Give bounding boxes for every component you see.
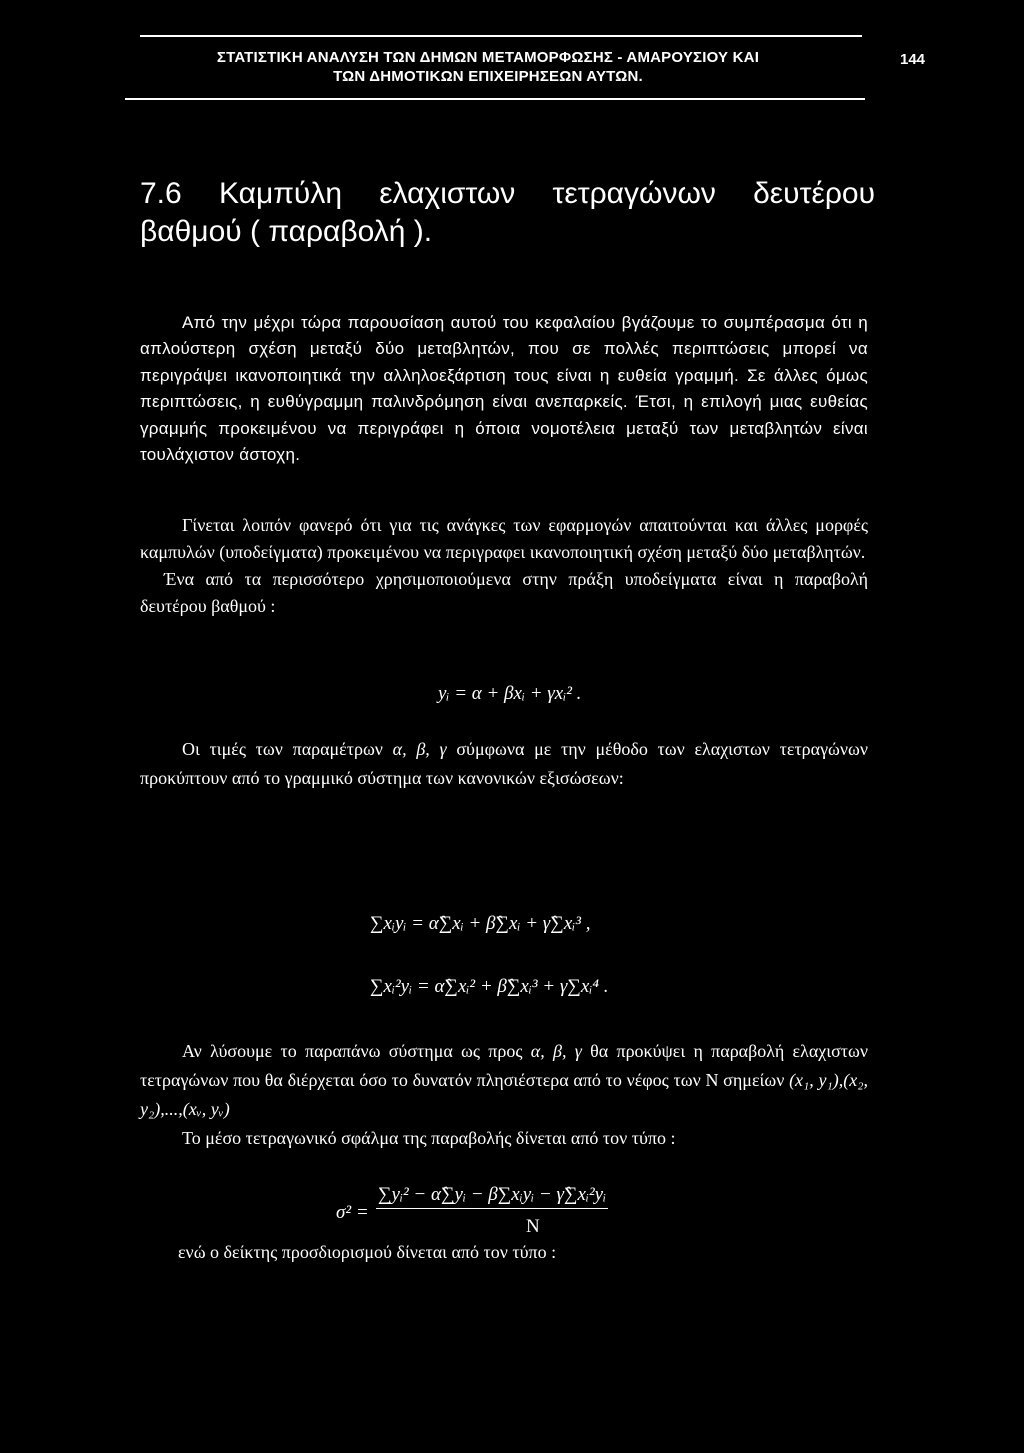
page-number: 144: [900, 51, 926, 68]
section-heading-line1: [140, 175, 875, 213]
section-title-word: τετραγώνων: [552, 177, 716, 210]
paragraph-text: Αν λύσουμε το παραπάνω σύστημα ως προς: [182, 1041, 523, 1061]
section-title-word: ελαχιστων: [379, 177, 516, 210]
paragraph-applications: [140, 512, 868, 620]
paragraph-determination: ενώ ο δείκτης προσδιορισμού δίνεται από τον τύπο :: [178, 1242, 557, 1262]
mse-denominator: N: [526, 1216, 540, 1237]
paragraph-text: Γίνεται λοιπόν φανερό ότι για τις ανάγκες των εφαρμογών απαιτούνται και άλλες μορφές καμπυλών (υποδείγματα) προκειμένου να περιγραφει ικανοποιητική σχέση μεταξύ δύο μεταβλητών.: [140, 515, 868, 562]
paragraph-text: σύμφωνα με την μέθοδο των ελαχιστων τετραγώνων προκύπτουν από το γραμμικό σύστημα των κανονικών εξισώσεων:: [140, 739, 869, 788]
mse-numerator: ∑yᵢ² − α̂∑yᵢ − β∑xᵢyᵢ − γ̂∑xᵢ²yᵢ: [376, 1184, 608, 1209]
paragraph-solution: [140, 1037, 868, 1153]
paragraph-text: Οι τιμές των παραμέτρων: [182, 739, 383, 759]
section-number: 7.6: [140, 177, 182, 210]
normal-equation-2: ∑xᵢ²yᵢ = α̂∑xᵢ² + β̂∑xᵢ³ + γ∑xᵢ⁴ .: [370, 976, 609, 997]
running-header: [118, 48, 858, 86]
header-top-rule: [140, 35, 862, 37]
paragraph-text: Από την μέχρι τώρα παρουσίαση αυτού του κεφαλαίου βγάζουμε το συμπέρασμα ότι η απλούστερη σχέση μεταξύ δύο μεταβλητών, που σε πολλές περιπτώσεις μπορεί να περιγράψει ικανοποιητικά την αλληλοεξάρτιση τους είναι η ευθεία γραμμή. Σε άλλες όμως περιπτώσεις, η ευθύγραμμη παλινδρόμηση είναι ανεπαρκείς. Έτσι, η επιλογή μιας ευθείας γραμμής προκειμένου να περιγράφει η όποια νομοτέλεια μεταξύ των μεταβλητών είναι τουλάχιστον άστοχη.: [140, 313, 868, 465]
paragraph-text: Ένα από τα περισσότερο χρησιμοποιούμενα στην πράξη υποδείγματα είναι η παραβολή δευτέρου βαθμού :: [140, 569, 868, 616]
section-heading-line2: βαθμού ( παραβολή ).: [140, 215, 433, 248]
paragraph-text: θα προκύψει η παραβολή ελαχιστων τετραγώνων που θα διέρχεται όσο το δυνατόν πλησιέστερα από το νέφος των N σημείων: [140, 1041, 869, 1090]
parameters-label: α, β, γ: [530, 1041, 582, 1061]
running-header-line1: ΣΤΑΤΙΣΤΙΚΗ ΑΝΑΛΥΣΗ ΤΩΝ ΔΗΜΩΝ ΜΕΤΑΜΟΡΦΩΣΗΣ - ΑΜΑΡΟΥΣΙΟΥ ΚΑΙ: [216, 49, 760, 66]
model-formula: yᵢ = α + βxᵢ + γxᵢ² .: [438, 683, 582, 704]
mse-lhs: σ² =: [336, 1202, 369, 1223]
paragraph-text: Το μέσο τετραγωνικό σφάλμα της παραβολής δίνεται από τον τύπο :: [182, 1128, 676, 1148]
normal-equation-1: ∑xᵢyᵢ = α̂∑xᵢ + β̂∑xᵢ + γ̂∑xᵢ³ ,: [370, 913, 591, 934]
parameters-label: α, β, γ: [392, 739, 447, 759]
paragraph-normal-equations: [140, 735, 868, 793]
header-bottom-rule: [125, 98, 865, 100]
running-header-line2: ΤΩΝ ΔΗΜΟΤΙΚΩΝ ΕΠΙΧΕΙΡΗΣΕΩΝ ΑΥΤΩΝ.: [333, 68, 643, 85]
section-heading: [140, 175, 875, 251]
points-list: (x₁, y₁),(x₂, y₂),...,(xᵥ, yᵥ): [140, 1070, 869, 1119]
paragraph-intro: [140, 310, 868, 468]
section-title-word: δευτέρου: [753, 177, 875, 210]
section-title-word: Καμπύλη: [218, 177, 343, 210]
